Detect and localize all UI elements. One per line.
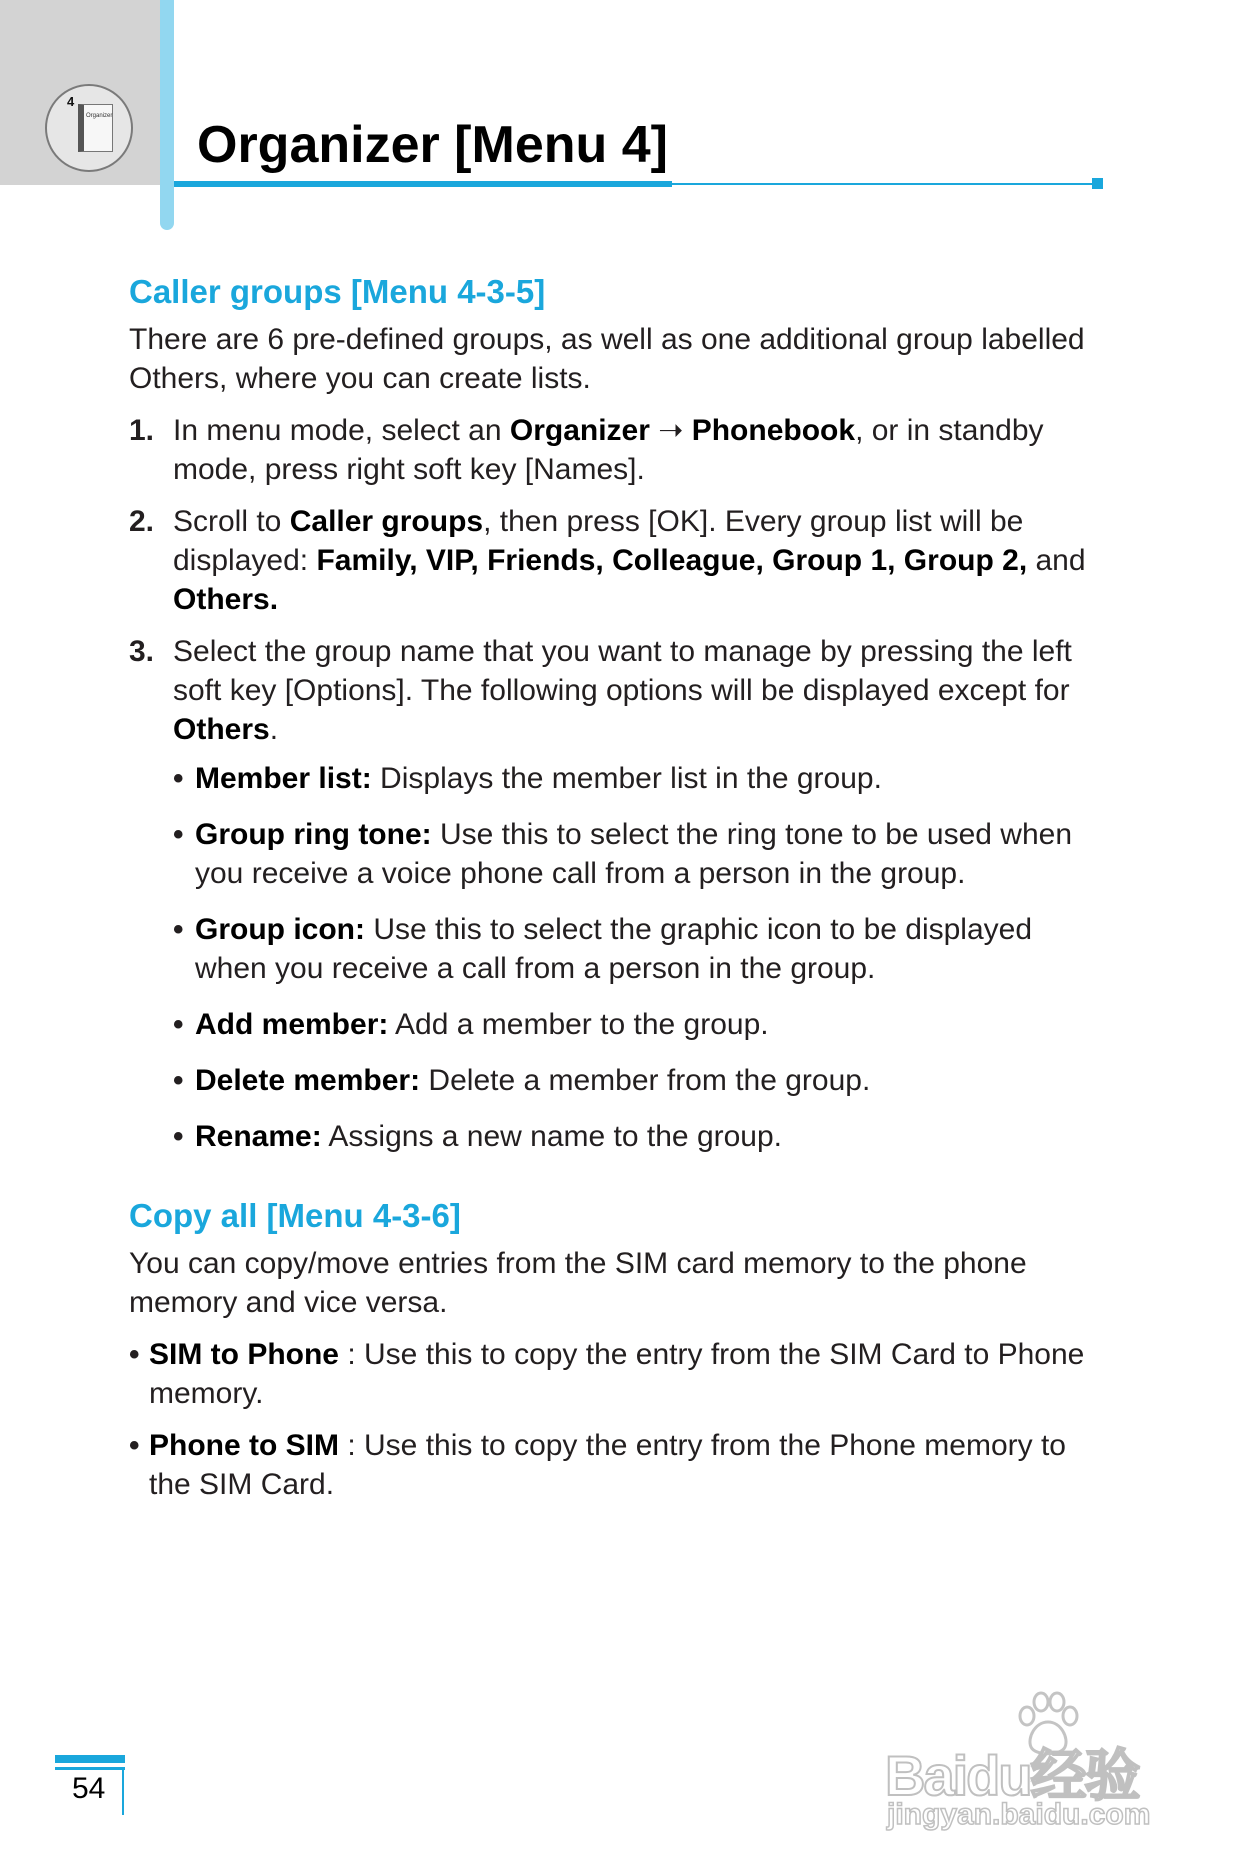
watermark-url: jingyan.baidu.com: [887, 1798, 1151, 1831]
arrow-icon: ➝: [649, 414, 692, 447]
option-text: : Use this to copy the entry from the SIM Card to Phone memory.: [149, 1338, 1085, 1410]
option-text: Use this to select the graphic icon to be displayed when you receive a call from a person in the group.: [195, 913, 1033, 985]
book-label: Organizer: [86, 113, 113, 119]
watermark-brand: Baidu经验: [885, 1744, 1139, 1807]
list-item: [173, 759, 1109, 798]
step-bold-text: Caller groups: [289, 505, 484, 538]
page-number-bar-thin: [55, 1767, 125, 1770]
list-item: [173, 1005, 1109, 1044]
bullet-icon: •: [129, 1429, 140, 1462]
bullet-icon: •: [173, 762, 184, 795]
section-heading-caller-groups: Caller groups [Menu 4-3-5]: [129, 273, 546, 310]
step-text: and: [1027, 544, 1086, 577]
step-number: 1.: [129, 414, 155, 447]
option-label: Group icon:: [195, 913, 365, 946]
page-title: Organizer [Menu 4]: [197, 116, 668, 174]
step-text: , or in standby mode, press right soft key [Names].: [173, 414, 1044, 486]
section-heading-copy-all: Copy all [Menu 4-3-6]: [129, 1197, 461, 1234]
bullet-icon: •: [173, 818, 184, 851]
option-text: Delete a member from the group.: [420, 1064, 871, 1097]
caller-groups-intro: There are 6 pre-defined groups, as well as one additional group labelled Others, where you can create lists.: [129, 323, 1085, 395]
list-item: [129, 1335, 1109, 1413]
list-item: [129, 1426, 1109, 1504]
header-vertical-bar: [160, 0, 174, 230]
step-bold-text: Family, VIP, Friends, Colleague, Group 1, Group 2,: [316, 544, 1028, 577]
list-item: [173, 1061, 1109, 1100]
page-number: 54: [72, 1772, 106, 1805]
step-item: [129, 502, 1109, 619]
copy-all-intro: You can copy/move entries from the SIM card memory to the phone memory and vice versa.: [129, 1247, 1027, 1319]
option-text: Displays the member list in the group.: [371, 762, 882, 795]
option-text: : Use this to copy the entry from the Phone memory to the SIM Card.: [149, 1429, 1066, 1501]
option-label: Member list:: [195, 762, 372, 795]
option-text: Use this to select the ring tone to be used when you receive a voice phone call from a person in the group.: [195, 818, 1073, 890]
option-label: Rename:: [195, 1120, 322, 1153]
list-item: [173, 910, 1109, 988]
step-number: 2.: [129, 505, 155, 538]
title-underline-thin: [672, 183, 1096, 185]
step-item: [129, 632, 1109, 1156]
step-text: .: [269, 713, 279, 746]
option-text: Add a member to the group.: [388, 1008, 769, 1041]
option-text: Assigns a new name to the group.: [321, 1120, 783, 1153]
step-number: 3.: [129, 635, 155, 668]
page-number-divider: [122, 1770, 124, 1815]
step-bold-text: Others: [173, 713, 270, 746]
option-label: Phone to SIM: [149, 1429, 339, 1462]
option-label: SIM to Phone: [149, 1338, 339, 1371]
step-text: Scroll to: [173, 505, 290, 538]
group-options-list: [173, 759, 1109, 1156]
bullet-icon: •: [173, 1120, 184, 1153]
step-bold-text: Others.: [173, 583, 279, 616]
step-text: Select the group name that you want to manage by pressing the left soft key [Options]. The following options will be displayed except for: [173, 635, 1072, 707]
main-content: [129, 270, 1109, 1517]
bullet-icon: •: [173, 1008, 184, 1041]
copy-options-list: [129, 1335, 1109, 1504]
step-text: , then press [OK]. Every group list will be displayed:: [173, 505, 1024, 577]
caller-groups-steps: [129, 411, 1109, 1156]
step-text: In menu mode, select an: [173, 414, 510, 447]
option-label: Delete member:: [195, 1064, 421, 1097]
step-bold-text: Phonebook: [691, 414, 856, 447]
baidu-watermark: [885, 1690, 1185, 1830]
badge-number: 4: [67, 94, 75, 109]
book-icon: [78, 104, 113, 152]
page-number-bar: [55, 1755, 125, 1763]
title-underline-end-square: [1092, 178, 1103, 189]
option-label: Group ring tone:: [195, 818, 432, 851]
organizer-menu-icon: [45, 84, 133, 172]
list-item: [173, 815, 1109, 893]
bullet-icon: •: [173, 913, 184, 946]
bullet-icon: •: [129, 1338, 140, 1371]
step-bold-text: Organizer: [509, 414, 650, 447]
bullet-icon: •: [173, 1064, 184, 1097]
step-item: [129, 411, 1109, 489]
list-item: [173, 1117, 1109, 1156]
title-underline-thick: [174, 181, 672, 187]
option-label: Add member:: [195, 1008, 389, 1041]
